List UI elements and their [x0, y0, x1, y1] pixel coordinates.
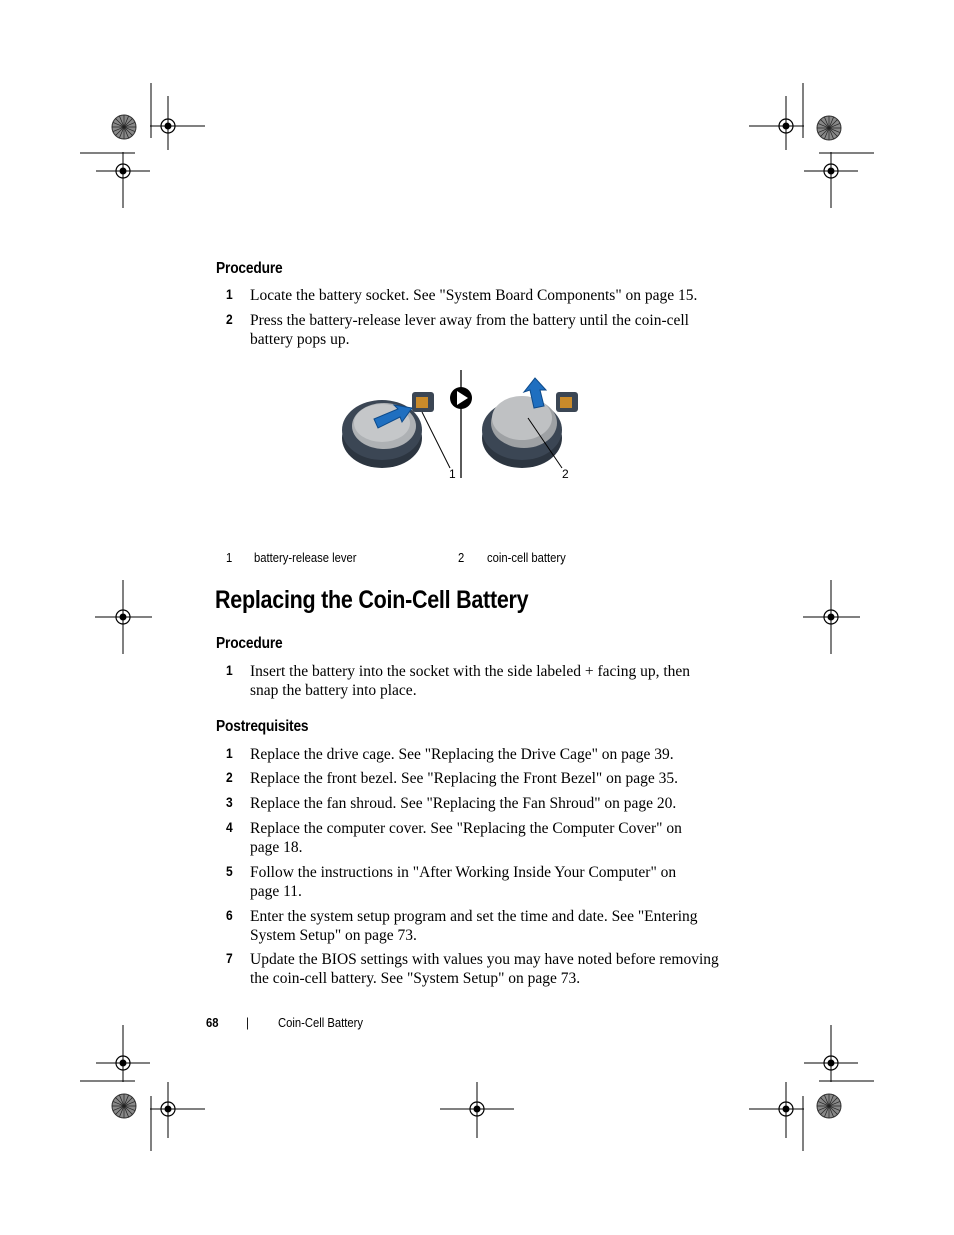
legend-number: 1 — [226, 551, 233, 565]
section-heading-procedure: Procedure — [216, 260, 283, 277]
step-number: 6 — [226, 907, 233, 923]
section-heading-postrequisites: Postrequisites — [216, 718, 309, 735]
step-text: Enter the system setup program and set the time and date. See "Entering System Setup" on page 73. — [250, 908, 698, 944]
step-text: Replace the drive cage. See "Replacing the Drive Cage" on page 39. — [250, 746, 674, 763]
step-text: Replace the fan shroud. See "Replacing the Fan Shroud" on page 20. — [250, 795, 677, 812]
step-text: Update the BIOS settings with values you may have noted before removing the coin-cell battery. See "System Setup" on page 73. — [250, 951, 719, 987]
step-text: Replace the computer cover. See "Replacing the Computer Cover" on page 18. — [250, 820, 682, 856]
battery-right-illustration — [482, 378, 578, 468]
step-number: 7 — [226, 950, 233, 966]
legend-number: 2 — [458, 551, 465, 565]
legend-label: coin-cell battery — [487, 551, 566, 565]
footer-separator: | — [246, 1016, 249, 1030]
callout-2: 2 — [562, 467, 569, 481]
legend-label: battery-release lever — [254, 551, 357, 565]
battery-removal-figure — [330, 368, 600, 486]
page-title: Replacing the Coin-Cell Battery — [215, 586, 529, 614]
step-text: Press the battery-release lever away from the battery until the coin-cell battery pops up. — [250, 312, 689, 348]
step-number: 1 — [226, 745, 233, 761]
step-number: 4 — [226, 819, 233, 835]
step-number: 2 — [226, 311, 233, 327]
footer-chapter-title: Coin-Cell Battery — [278, 1016, 364, 1030]
battery-left-illustration — [342, 392, 450, 468]
callout-1: 1 — [449, 467, 456, 481]
step-number: 3 — [226, 794, 233, 810]
step-text: Insert the battery into the socket with the side labeled + facing up, then snap the battery into place. — [250, 663, 691, 699]
step-number: 5 — [226, 863, 233, 879]
step-number: 1 — [226, 286, 233, 302]
step-text: Locate the battery socket. See "System Board Components" on page 15. — [250, 287, 698, 304]
step-number: 2 — [226, 769, 233, 785]
section-heading-procedure: Procedure — [216, 635, 283, 652]
step-number: 1 — [226, 662, 233, 678]
step-text: Replace the front bezel. See "Replacing the Front Bezel" on page 35. — [250, 770, 678, 787]
page-number: 68 — [206, 1016, 219, 1030]
step-text: Follow the instructions in "After Working Inside Your Computer" on page 11. — [250, 864, 677, 900]
